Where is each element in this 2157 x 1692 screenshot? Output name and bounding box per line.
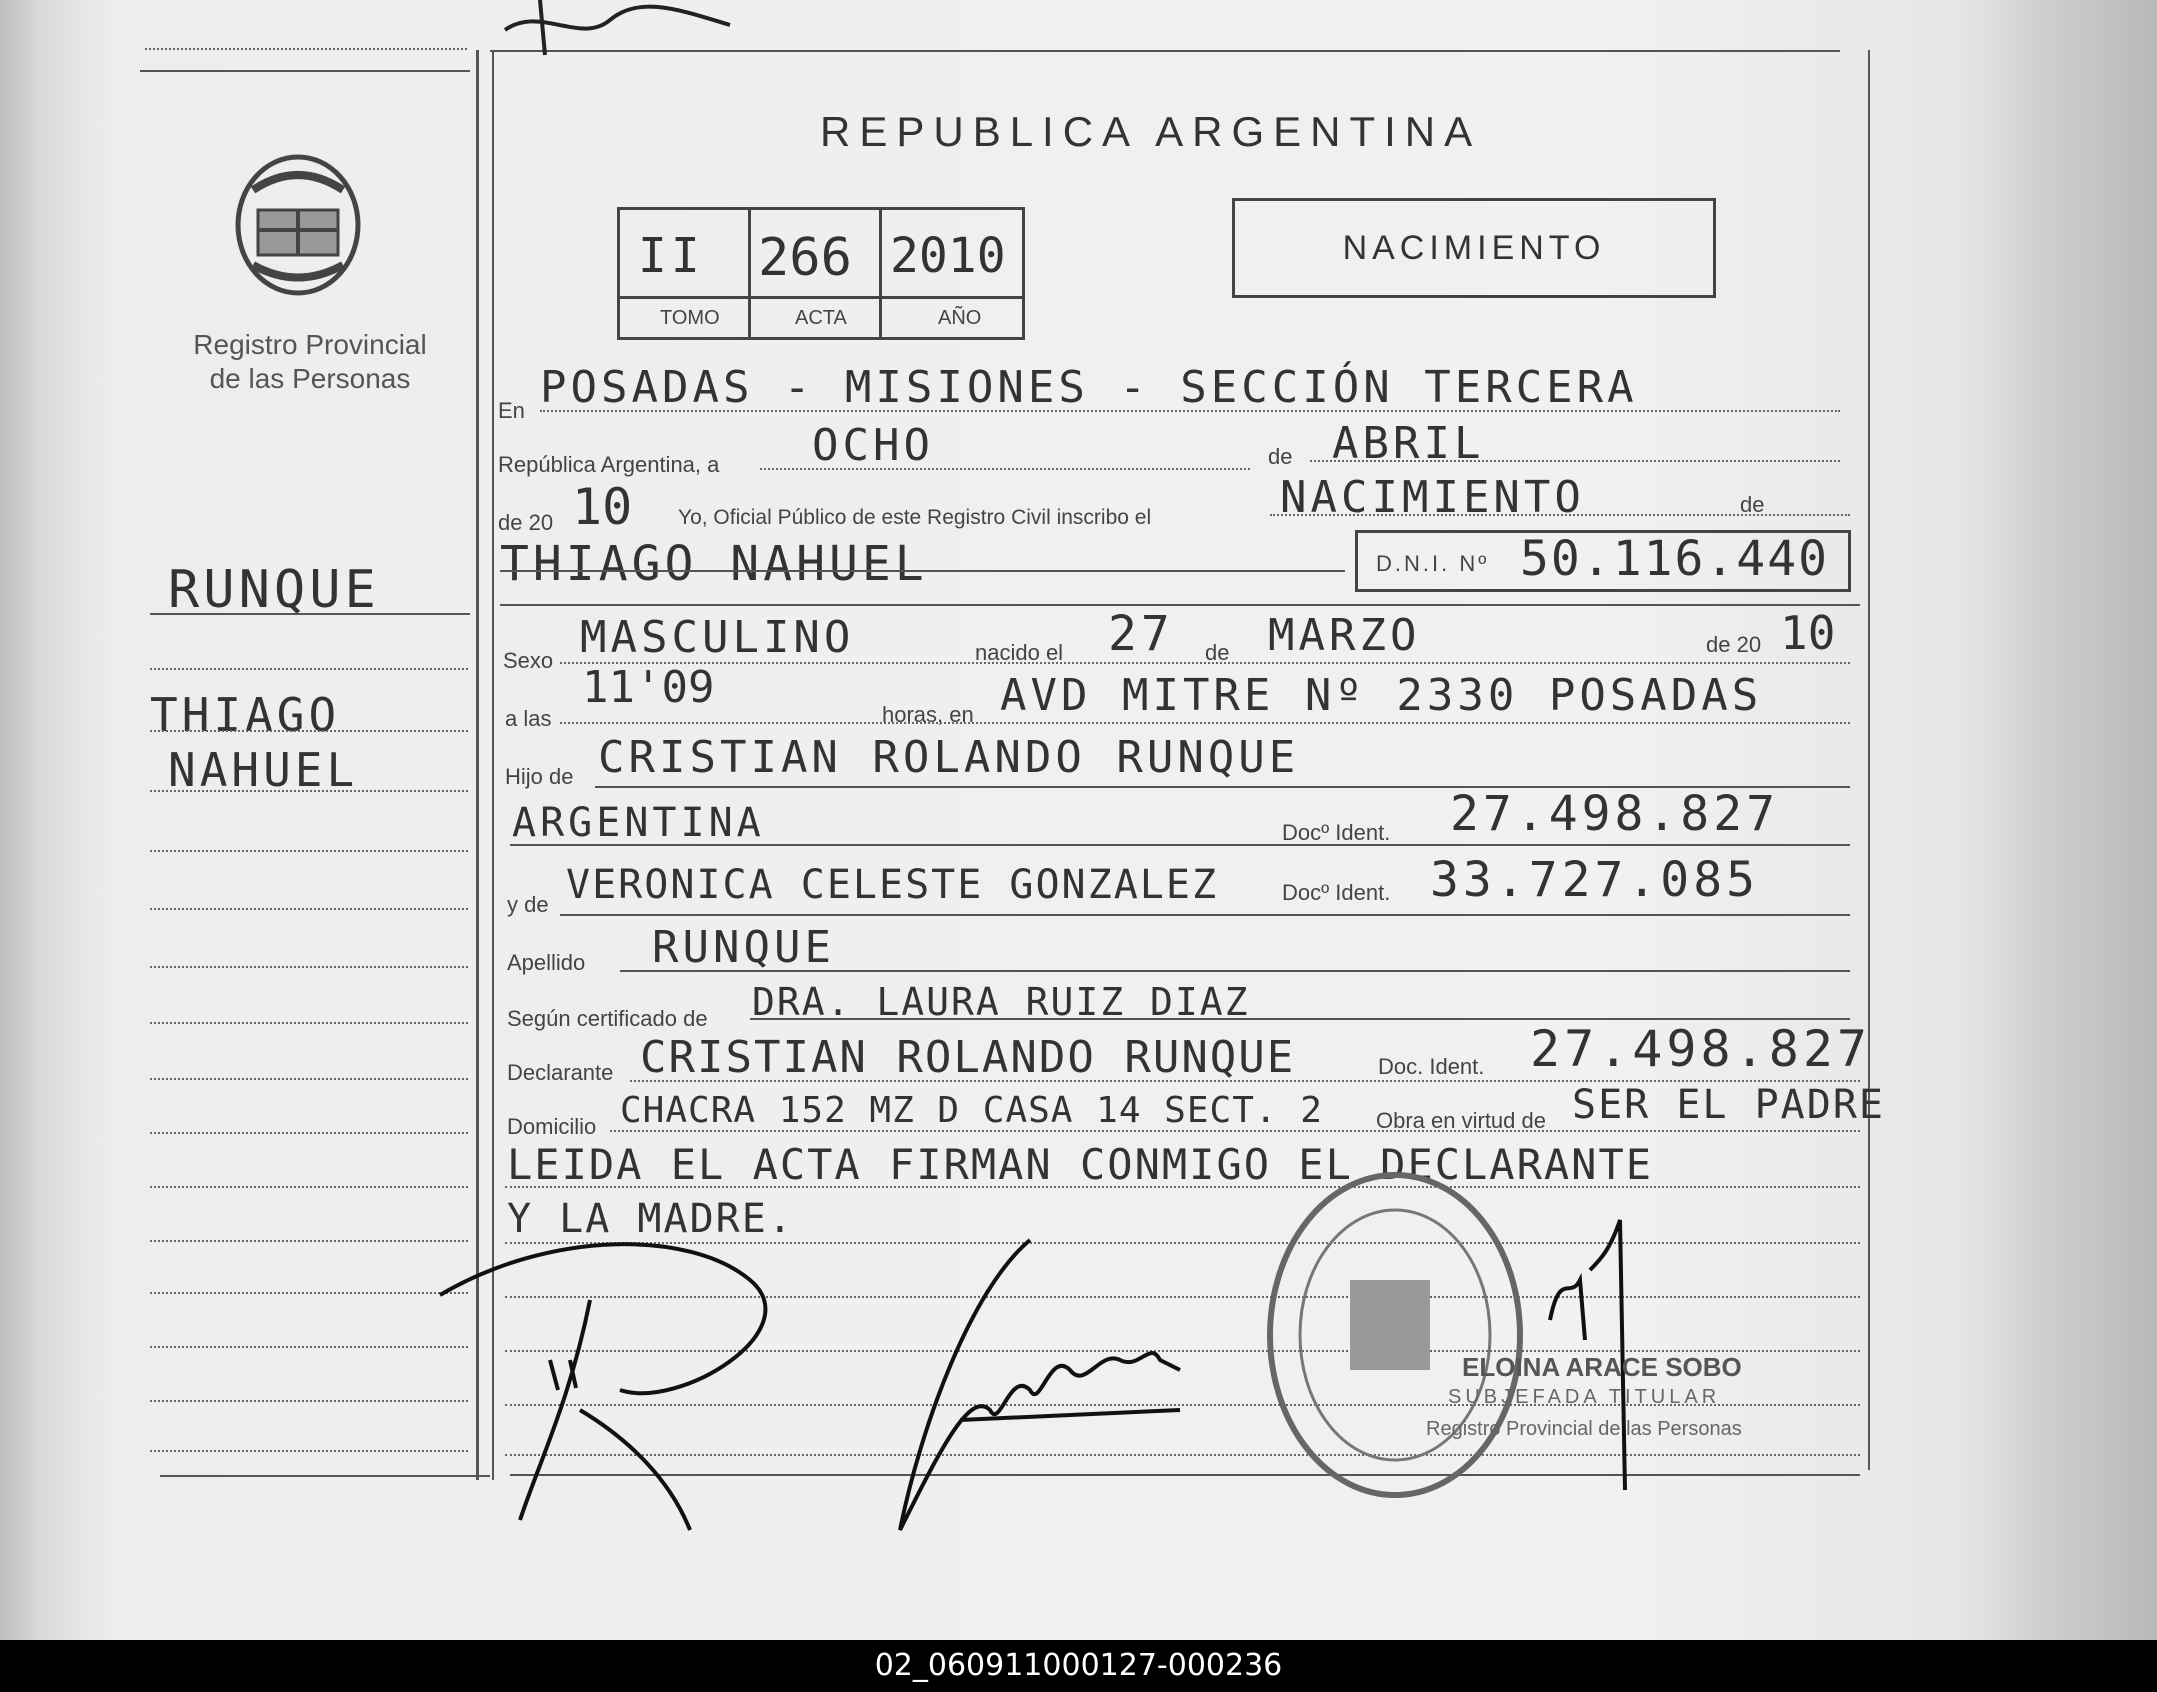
row-line-2a (760, 468, 1250, 470)
republica-label: República Argentina, a (498, 452, 720, 477)
row-line-1 (540, 410, 1840, 412)
top-dotted-line (145, 48, 467, 50)
father-nationality: ARGENTINA (512, 800, 765, 846)
row-line-8 (510, 844, 1850, 846)
year-suffix: 10 (572, 478, 633, 536)
top-signature-fragment (500, 0, 740, 60)
registry-crest-icon (228, 150, 368, 300)
nacido-label: nacido el (975, 640, 1064, 665)
segun-label: Según certificado de (507, 1006, 708, 1031)
image-code-bar (0, 1640, 2157, 1692)
mother-name: VERONICA CELESTE GONZALEZ (566, 862, 1219, 908)
acta-value: 266 (758, 228, 852, 288)
father-name: CRISTIAN ROLANDO RUNQUE (598, 732, 1300, 783)
official-title: SUBJEFADA TITULAR (1448, 1386, 1721, 1408)
margin-surname: RUNQUE (168, 560, 380, 620)
country-title: REPUBLICA ARGENTINA (820, 108, 1482, 155)
registry-name-line1: Registro Provincial (193, 329, 427, 360)
declarante-label: Declarante (507, 1060, 614, 1085)
anio-label: AÑO (938, 307, 982, 329)
birth-year-prefix: de 20 (1706, 632, 1762, 657)
birth-year-suffix: 10 (1780, 606, 1836, 660)
row-line-4 (500, 570, 1345, 572)
birth-month: MARZO (1268, 610, 1421, 661)
margin-given-name-2: NAHUEL (168, 743, 359, 797)
day-value: OCHO (812, 420, 934, 471)
record-number-table (617, 207, 1025, 340)
observation-line-1: LEIDA EL ACTA FIRMAN CONMIGO EL DECLARANTE (507, 1140, 1654, 1189)
birth-time: 11'09 (582, 662, 715, 713)
row-line-10 (620, 970, 1850, 972)
obra-label: Obra en virtud de (1376, 1108, 1546, 1133)
child-name: THIAGO NAHUEL (500, 536, 928, 592)
year-prefix: de 20 (498, 510, 554, 535)
row-line-4b (500, 604, 1860, 606)
declarante-value: CRISTIAN ROLANDO RUNQUE (640, 1032, 1296, 1083)
margin-given-name-1: THIAGO (150, 688, 341, 742)
row-line-2b (1310, 460, 1840, 462)
top-left-rule (140, 70, 470, 72)
horas-label: horas, en (882, 702, 974, 727)
official-seal-icon (1255, 1160, 1535, 1510)
table-divider (620, 296, 1022, 299)
domicilio-value: CHACRA 152 MZ D CASA 14 SECT. 2 (620, 1090, 1323, 1131)
dni-label: D.N.I. Nº (1376, 551, 1490, 576)
tomo-value: II (638, 228, 704, 284)
observation-line-2: Y LA MADRE. (507, 1196, 794, 1242)
dni-box (1355, 530, 1851, 592)
record-type-box: NACIMIENTO (1232, 198, 1716, 298)
yo-text: Yo, Oficial Público de este Registro Civil inscribo el (678, 506, 1152, 529)
father-doc: 27.498.827 (1450, 786, 1779, 842)
acta-label: ACTA (795, 307, 847, 329)
row-line-5 (560, 662, 1850, 664)
mother-doc-label: Docº Ident. (1282, 880, 1391, 905)
yde-label: y de (507, 892, 549, 917)
row-line-6 (560, 722, 1850, 724)
de-label-3: de (1205, 640, 1230, 665)
official-name: ELOINA ARACE SOBO (1462, 1352, 1742, 1382)
hijo-label: Hijo de (505, 764, 574, 789)
birth-day: 27 (1108, 606, 1174, 662)
anio-value: 2010 (890, 228, 1006, 284)
official-signature (880, 1230, 1220, 1550)
row-line-3 (1270, 514, 1850, 516)
doc-label: Docº Ident. (1282, 820, 1391, 845)
image-code: 02_060911000127-000236 (874, 1648, 1283, 1683)
act-kind-value: NACIMIENTO (1280, 472, 1585, 523)
en-label: En (498, 398, 525, 423)
alas-label: a las (505, 706, 552, 731)
declarante-doc-label: Doc. Ident. (1378, 1054, 1485, 1079)
registry-name (160, 328, 460, 396)
de-label-2: de (1740, 492, 1765, 517)
birth-place: AVD MITRE Nº 2330 POSADAS (1000, 670, 1763, 721)
declarant-signature (430, 1220, 830, 1540)
apellido-value: RUNQUE (652, 922, 835, 973)
sexo-value: MASCULINO (580, 612, 855, 663)
place-value: POSADAS - MISIONES - SECCIÓN TERCERA (540, 362, 1638, 413)
obra-value: SER EL PADRE (1572, 1082, 1885, 1128)
row-line-9 (560, 914, 1850, 916)
registry-name-line2: de las Personas (209, 363, 411, 394)
row-line-14 (505, 1186, 1860, 1188)
official-org: Registro Provincial de las Personas (1426, 1418, 1742, 1440)
margin-rule-1 (150, 613, 470, 615)
apellido-label: Apellido (507, 950, 586, 975)
domicilio-label: Domicilio (507, 1114, 597, 1139)
mother-doc: 33.727.085 (1430, 852, 1759, 908)
month-value: ABRIL (1332, 418, 1485, 469)
sexo-label: Sexo (503, 648, 554, 673)
declarante-doc: 27.498.827 (1530, 1020, 1872, 1078)
body-right-border (1868, 50, 1870, 1470)
dni-value: 50.116.440 (1520, 531, 1829, 587)
row-line-13 (610, 1130, 1860, 1132)
tomo-label: TOMO (660, 307, 720, 329)
certificado-value: DRA. LAURA RUIZ DIAZ (752, 980, 1250, 1024)
de-label: de (1268, 444, 1293, 469)
